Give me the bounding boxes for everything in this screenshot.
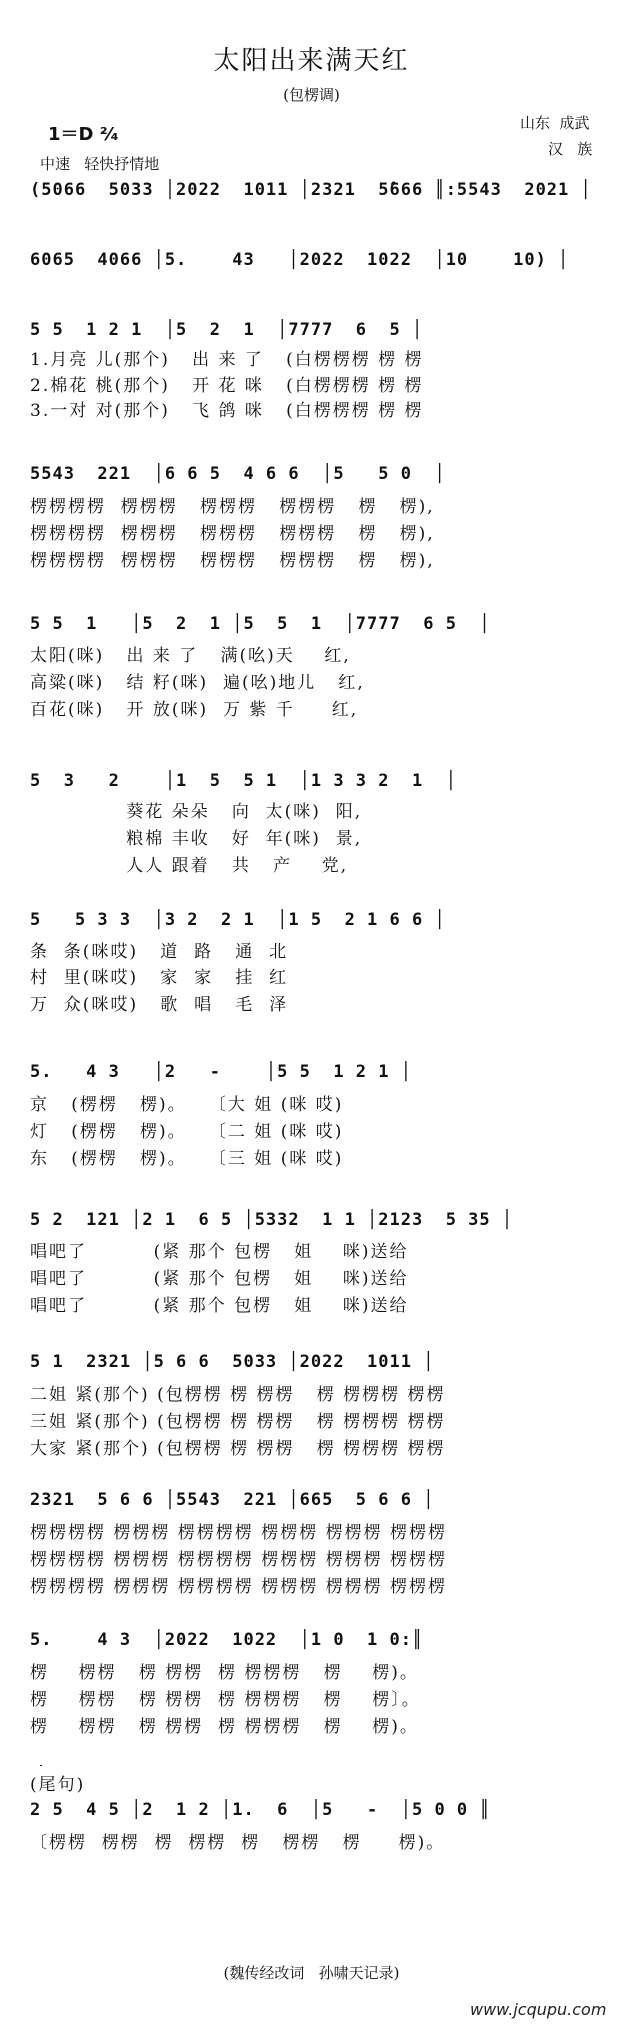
lyric-line: 二姐 紧(那个) (包楞楞 楞 楞楞 楞 楞楞楞 楞楞 (30, 1385, 446, 1405)
lyric-line: 东 (楞楞 楞)。 〔三 姐 (咪 哎) (30, 1149, 344, 1169)
notation-line: (5066 5033 │2022 1011 │2321 5̂666 ║:5543 2021 │ (30, 180, 592, 200)
lyric-line: 楞楞楞楞 楞楞楞 楞楞楞楞 楞楞楞 楞楞楞 楞楞楞 (30, 1550, 448, 1570)
lyric-line: 葵花 朵朵 向 太(咪) 阳, (30, 802, 363, 822)
ethnicity-credit: 汉 族 (548, 140, 593, 158)
divider (40, 1765, 42, 1766)
lyric-line: 楞楞楞楞 楞楞楞 楞楞楞楞 楞楞楞 楞楞楞 楞楞楞 (30, 1523, 448, 1543)
notation-line: 2 5 4 5 │2 1 2 │1. 6 │5 - │5 0 0 ║ (30, 1800, 491, 1820)
lyric-line: 唱吧了 (紧 那个 包楞 姐 咪)送给 (30, 1269, 409, 1289)
lyric-line: 太阳(咪) 出 来 了 满(吆)天 红, (30, 646, 351, 666)
site-watermark: www.jcqupu.com (470, 2000, 607, 2019)
notation-line: 5543 221 │6 6 5 4 6 6 │5 5 0 │ (30, 464, 446, 484)
lyric-line: 〔楞楞 楞楞 楞 楞楞 楞 楞楞 楞 楞)。 (30, 1833, 446, 1853)
notation-line: 5. 4 3 │2 - │5 5 1 2 1 │ (30, 1062, 412, 1082)
footer-credit: (魏传经改词 孙啸天记录) (223, 1964, 400, 1982)
lyric-line: 高粱(咪) 结 籽(咪) 遍(吆)地儿 红, (30, 673, 365, 693)
notation-line: 5 1 2321 │5 6 6 5033 │2022 1011 │ (30, 1352, 435, 1372)
region-credit: 山东 成武 (520, 114, 590, 132)
lyric-line: (尾句) (30, 1775, 86, 1795)
lyric-line: 楞楞楞楞 楞楞楞 楞楞楞 楞楞楞 楞 楞), (30, 524, 435, 544)
lyric-line: 楞 楞楞 楞 楞楞 楞 楞楞楞 楞 楞)。 (30, 1663, 419, 1683)
lyric-line: 灯 (楞楞 楞)。 〔二 姐 (咪 哎) (30, 1122, 344, 1142)
lyric-line: 京 (楞楞 楞)。 〔大 姐 (咪 哎) (30, 1095, 344, 1115)
subtitle: (包楞调) (283, 86, 340, 104)
lyric-line: 楞 楞楞 楞 楞楞 楞 楞楞楞 楞 楞〕。 (30, 1690, 421, 1710)
lyric-line: 条 条(咪哎) 道 路 通 北 (30, 942, 289, 962)
notation-line: 6065 4066 │5. 43 │2022 1022 │10 10) │ (30, 250, 570, 270)
notation-line: 2321 5 6 6 │5543 221 │665 5 6 6 │ (30, 1490, 435, 1510)
lyric-line: 人人 跟着 共 产 党, (30, 856, 349, 876)
lyric-line: 3.一对 对(那个) 飞 鸽 咪 (白楞楞楞 楞 楞 (30, 401, 424, 421)
lyric-line: 1.月亮 儿(那个) 出 来 了 (白楞楞楞 楞 楞 (30, 350, 424, 370)
lyric-line: 唱吧了 (紧 那个 包楞 姐 咪)送给 (30, 1242, 409, 1262)
lyric-line: 楞楞楞楞 楞楞楞 楞楞楞 楞楞楞 楞 楞), (30, 497, 435, 517)
page-title: 太阳出来满天红 (213, 46, 410, 76)
notation-line: 5. 4 3 │2022 1022 │1 0 1 0:║ (30, 1630, 424, 1650)
lyric-line: 楞 楞楞 楞 楞楞 楞 楞楞楞 楞 楞)。 (30, 1717, 419, 1737)
key-signature: 1＝D ²⁄₄ (48, 124, 119, 145)
lyric-line: 粮棉 丰收 好 年(咪) 景, (30, 829, 363, 849)
lyric-line: 村 里(咪哎) 家 家 挂 红 (30, 968, 289, 988)
lyric-line: 楞楞楞楞 楞楞楞 楞楞楞 楞楞楞 楞 楞), (30, 551, 435, 571)
tempo-marking: 中速 轻快抒情地 (40, 155, 160, 173)
notation-line: 5 5 1 2 1 │5 2 1 │7777 6 5 │ (30, 320, 424, 340)
notation-line: 5 5 1 │5 2 1 │5 5 1 │7777 6 5 │ (30, 614, 491, 634)
notation-line: 5 2 121 │2 1 6 5 │5332 1 1 │2123 5 35 │ (30, 1210, 514, 1230)
lyric-line: 三姐 紧(那个) (包楞楞 楞 楞楞 楞 楞楞楞 楞楞 (30, 1412, 446, 1432)
notation-line: 5 3 2 │1 5 5 1 │1 3 3 2 1 │ (30, 771, 457, 791)
lyric-line: 2.棉花 桃(那个) 开 花 咪 (白楞楞楞 楞 楞 (30, 376, 424, 396)
lyric-line: 楞楞楞楞 楞楞楞 楞楞楞楞 楞楞楞 楞楞楞 楞楞楞 (30, 1577, 448, 1597)
lyric-line: 唱吧了 (紧 那个 包楞 姐 咪)送给 (30, 1296, 409, 1316)
lyric-line: 百花(咪) 开 放(咪) 万 紫 千 红, (30, 700, 359, 720)
notation-line: 5 5 3 3 │3 2 2 1 │1 5 2 1 6 6 │ (30, 910, 446, 930)
lyric-line: 大家 紧(那个) (包楞楞 楞 楞楞 楞 楞楞楞 楞楞 (30, 1439, 446, 1459)
lyric-line: 万 众(咪哎) 歌 唱 毛 泽 (30, 995, 289, 1015)
